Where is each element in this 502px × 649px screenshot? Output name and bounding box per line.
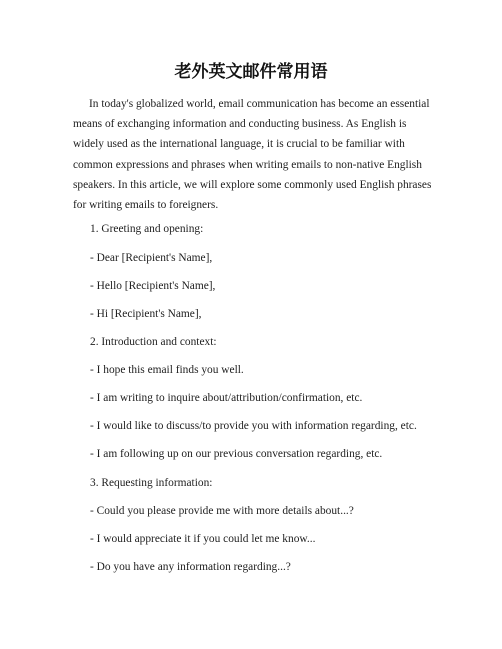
- list-item: - I hope this email finds you well.: [90, 364, 244, 376]
- list-item: - I would like to discuss/to provide you with information regarding, etc.: [90, 420, 417, 432]
- list-item: - Do you have any information regarding...?: [90, 561, 291, 573]
- list-item: - Hi [Recipient's Name],: [90, 308, 202, 320]
- list-item: - I would appreciate it if you could let me know...: [90, 533, 316, 545]
- list-item: - I am following up on our previous conversation regarding, etc.: [90, 448, 383, 460]
- list-item: - Could you please provide me with more details about...?: [90, 505, 354, 517]
- section-heading-greeting: 1. Greeting and opening:: [90, 223, 204, 235]
- list-item: - Hello [Recipient's Name],: [90, 280, 216, 292]
- intro-paragraph: In today's globalized world, email communication has become an essential means of exchanging information and conducting business. As English is widely used as the international language, it is crucial to be familiar with common expressions and phrases when writing emails to non-native English speakers. In this article, we will explore some commonly used English phrases for writing emails to foreigners.: [73, 98, 432, 212]
- section-heading-requesting: 3. Requesting information:: [90, 477, 213, 489]
- document-title: 老外英文邮件常用语: [174, 62, 328, 82]
- list-item: - Dear [Recipient's Name],: [90, 252, 213, 264]
- list-item: - I am writing to inquire about/attribution/confirmation, etc.: [90, 392, 363, 404]
- section-heading-introduction: 2. Introduction and context:: [90, 336, 217, 348]
